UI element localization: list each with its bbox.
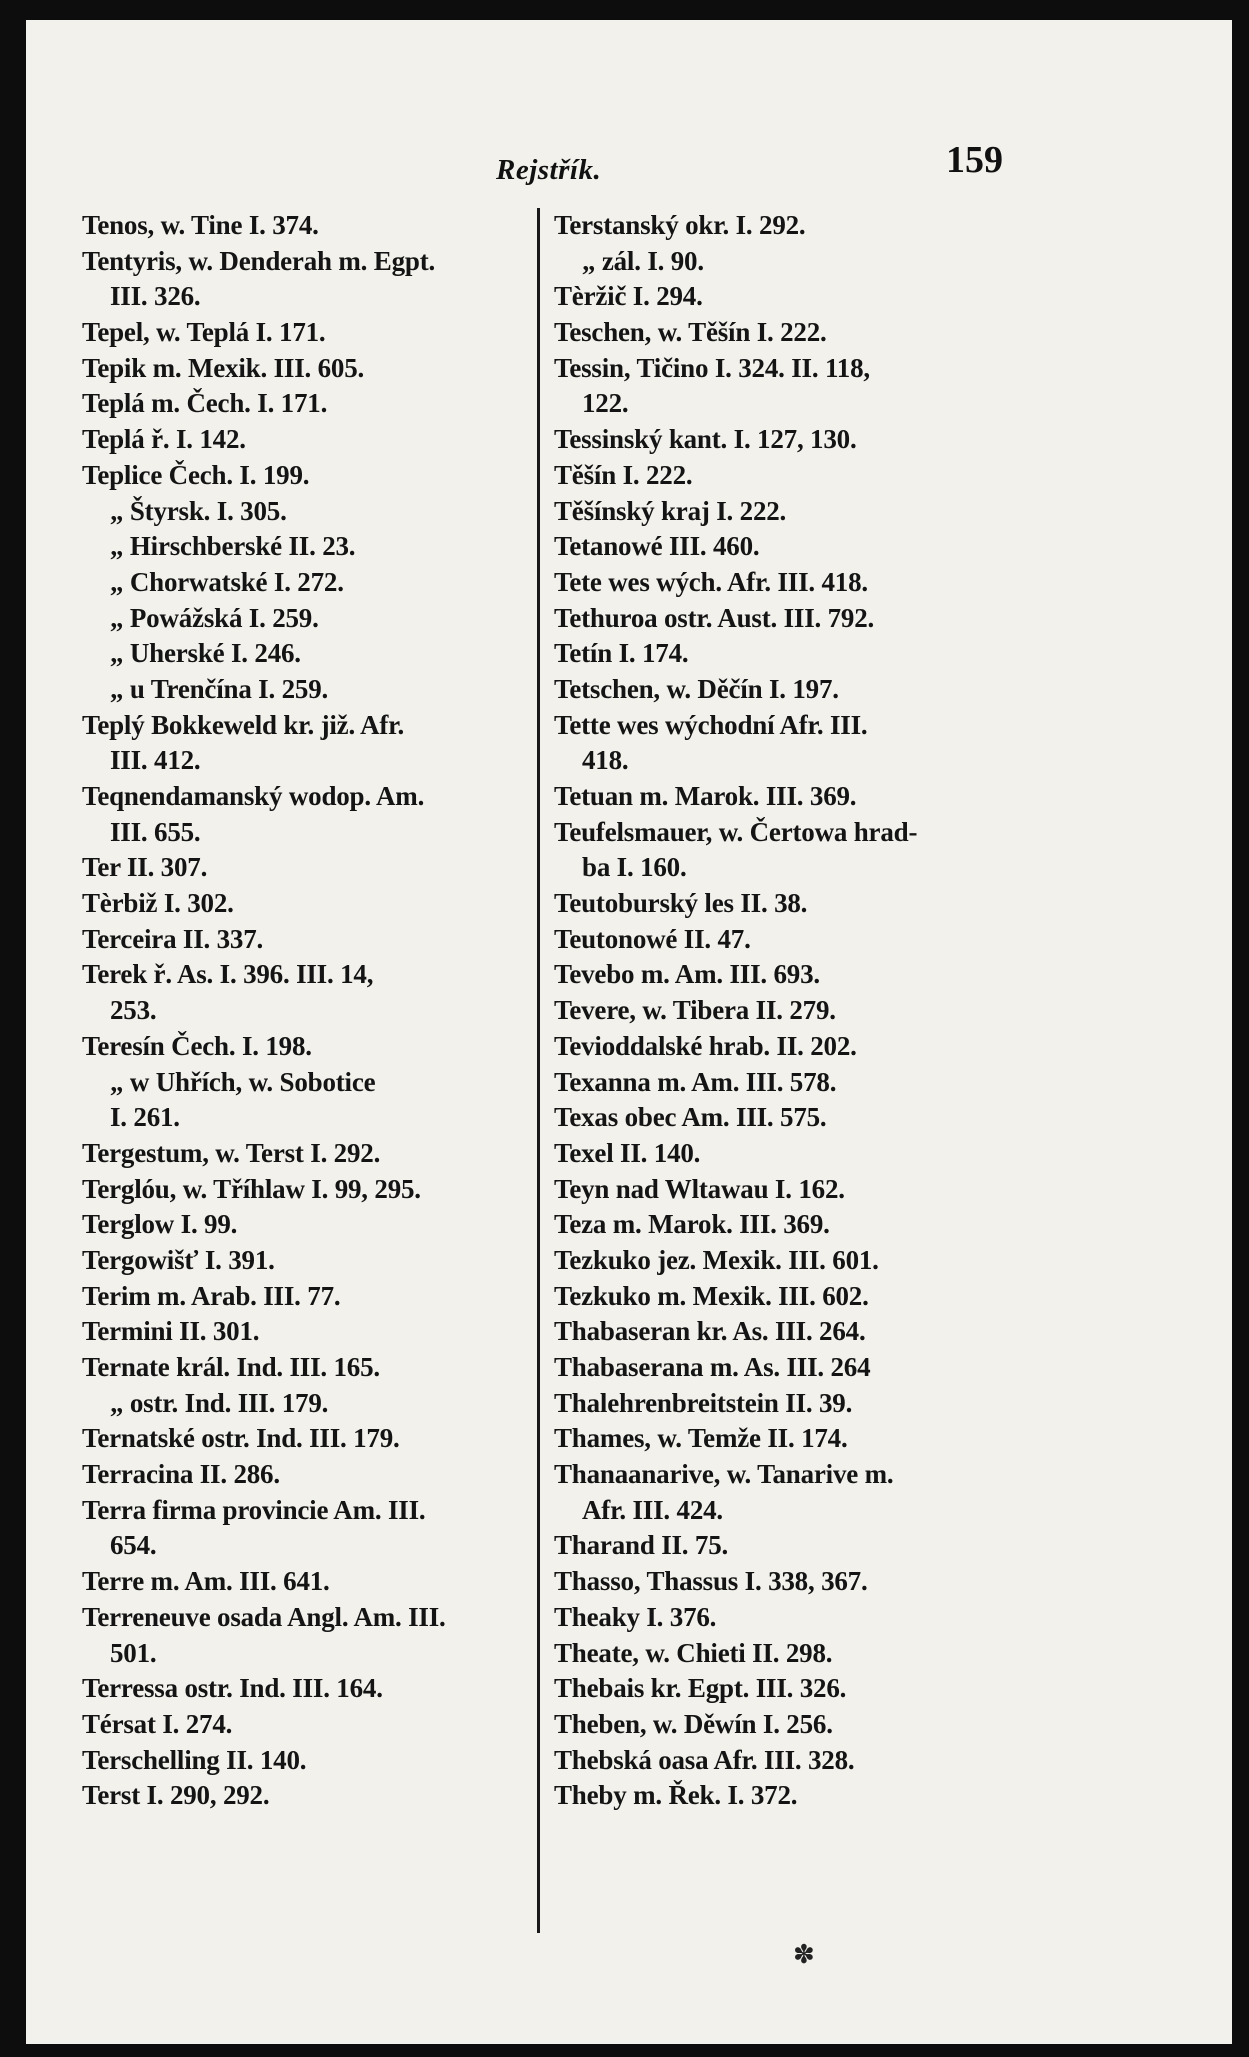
index-entry: Teplý Bokkeweld kr. již. Afr. [82, 709, 405, 740]
index-entry: Térsat I. 274. [82, 1708, 233, 1739]
index-entry: Ter II. 307. [82, 852, 208, 883]
index-entry: Termini II. 301. [82, 1316, 260, 1347]
index-column-left [82, 208, 542, 1814]
index-entry: Texanna m. Am. III. 578. [554, 1066, 837, 1097]
index-entry: Terreneuve osada Angl. Am. III. [82, 1601, 446, 1632]
index-entry: 418. [582, 745, 629, 776]
index-entry: Thabaserana m. As. III. 264 [554, 1352, 871, 1382]
index-entry: „ Hirschberské II. 23. [110, 531, 356, 562]
index-entry: Tezkuko m. Mexik. III. 602. [554, 1280, 869, 1311]
index-entry: Terracina II. 286. [82, 1459, 280, 1490]
index-entry: „ zál. I. 90. [582, 245, 704, 276]
index-entry: Tete wes wých. Afr. III. 418. [554, 566, 868, 597]
index-entry: Teza m. Marok. III. 369. [554, 1209, 830, 1240]
index-entry: Tergestum, w. Terst I. 292. [82, 1137, 381, 1168]
index-entry: Terre m. Am. III. 641. [82, 1566, 330, 1597]
index-entry: Teyn nad Wltawau I. 162. [554, 1173, 845, 1204]
index-entry: Tepik m. Mexik. III. 605. [82, 352, 365, 383]
index-entry: Terceira II. 337. [82, 923, 264, 954]
index-entry: Thames, w. Temže II. 174. [554, 1423, 848, 1454]
index-entry: Tèržič I. 294. [554, 281, 703, 312]
index-entry: Terra firma provincie Am. III. [82, 1494, 426, 1525]
index-entry: Těšín I. 222. [554, 459, 693, 490]
index-entry: Terglow I. 99. [82, 1209, 238, 1240]
index-entry: Teschen, w. Těšín I. 222. [554, 317, 827, 348]
index-entry: Tevere, w. Tibera II. 279. [554, 995, 836, 1026]
index-entry: Teqnendamanský wodop. Am. [82, 781, 425, 811]
index-entry: Teutonowé II. 47. [554, 923, 751, 954]
index-entry: Teplá ř. I. 142. [82, 424, 246, 455]
index-entry: Teplice Čech. I. 199. [82, 459, 310, 490]
index-entry: Terim m. Arab. III. 77. [82, 1280, 341, 1311]
index-entry: Teplá m. Čech. I. 171. [82, 388, 328, 419]
index-entry: Terglóu, w. Tříhlaw I. 99, 295. [82, 1173, 421, 1204]
index-entry: Thalehrenbreitstein II. 39. [554, 1387, 853, 1418]
running-title: Rejstřík. [496, 154, 602, 186]
index-entry: Terst I. 290, 292. [82, 1780, 270, 1811]
index-entry: Tetschen, w. Děčín I. 197. [554, 673, 839, 704]
index-entry: Teresín Čech. I. 198. [82, 1030, 312, 1061]
index-entry: Afr. III. 424. [582, 1494, 723, 1525]
page-number: 159 [946, 139, 1003, 181]
index-entry: Tessinský kant. I. 127, 130. [554, 424, 857, 455]
index-entry: ba I. 160. [582, 852, 687, 883]
book-page [26, 20, 1232, 2044]
index-entry: III. 326. [110, 281, 201, 312]
index-entry: Ternatské ostr. Ind. III. 179. [82, 1423, 400, 1454]
index-entry: Terressa ostr. Ind. III. 164. [82, 1673, 383, 1704]
index-entry: „ ostr. Ind. III. 179. [110, 1387, 329, 1418]
index-entry: Tetanowé III. 460. [554, 531, 760, 562]
index-entry: Thebská oasa Afr. III. 328. [554, 1744, 855, 1775]
index-entry: „ Chorwatské I. 272. [110, 566, 344, 597]
index-entry: Thanaanarive, w. Tanarive m. [554, 1459, 894, 1490]
index-entry: Tepel, w. Teplá I. 171. [82, 317, 326, 348]
index-entry: Tevebo m. Am. III. 693. [554, 959, 820, 990]
index-entry: Texel II. 140. [554, 1137, 701, 1168]
index-entry: Tessin, Tičino I. 324. II. 118, [554, 352, 870, 383]
index-entry: Theate, w. Chieti II. 298. [554, 1637, 833, 1668]
index-entry: Tevioddalské hrab. II. 202. [554, 1030, 857, 1061]
index-entry: Thasso, Thassus I. 338, 367. [554, 1566, 868, 1597]
index-entry: Teufelsmauer, w. Čertowa hrad- [554, 816, 918, 847]
index-entry: Texas obec Am. III. 575. [554, 1102, 827, 1133]
index-entry: III. 655. [110, 816, 201, 847]
index-entry: Terstanský okr. I. 292. [554, 210, 806, 240]
index-entry: „ u Trenčína I. 259. [110, 673, 329, 704]
index-entry: Tharand II. 75. [554, 1530, 729, 1561]
index-entry: Těšínský kraj I. 222. [554, 495, 787, 526]
page-header [26, 130, 1232, 190]
index-entry: Tetuan m. Marok. III. 369. [554, 781, 857, 811]
index-entry: Ternate král. Ind. III. 165. [82, 1352, 380, 1382]
index-entry: 501. [110, 1637, 157, 1668]
index-entry: Tenos, w. Tine I. 374. [82, 210, 319, 240]
index-entry: Tethuroa ostr. Aust. III. 792. [554, 602, 875, 633]
index-entry: 654. [110, 1530, 157, 1561]
index-entry: Tezkuko jez. Mexik. III. 601. [554, 1244, 879, 1275]
index-entry: 122. [582, 388, 629, 419]
signature-mark: ✽ [793, 1940, 815, 1969]
index-entry: III. 412. [110, 745, 201, 776]
index-entry: „ Powážská I. 259. [110, 602, 319, 633]
index-entry: Theben, w. Děwín I. 256. [554, 1708, 833, 1739]
index-entry: „ Uherské I. 246. [110, 638, 301, 669]
index-entry: Theaky I. 376. [554, 1601, 717, 1632]
index-entry: 253. [110, 995, 157, 1026]
index-entry: I. 261. [110, 1102, 180, 1133]
index-entry: Terek ř. As. I. 396. III. 14, [82, 959, 374, 990]
index-entry: Tèrbiž I. 302. [82, 888, 234, 919]
index-entry: Theby m. Řek. I. 372. [554, 1780, 798, 1811]
index-column-right [554, 208, 1074, 1814]
index-entry: Teutoburský les II. 38. [554, 888, 808, 919]
index-entry: Terschelling II. 140. [82, 1744, 307, 1775]
index-entry: Tetín I. 174. [554, 638, 689, 669]
index-entry: Thabaseran kr. As. III. 264. [554, 1316, 866, 1347]
index-entry: Tergowišť I. 391. [82, 1244, 275, 1275]
index-entry: „ Štyrsk. I. 305. [110, 495, 287, 526]
index-entry: Thebais kr. Egpt. III. 326. [554, 1673, 847, 1704]
index-entry: Tentyris, w. Denderah m. Egpt. [82, 245, 436, 276]
index-entry: Tette wes wýchodní Afr. III. [554, 709, 868, 740]
column-divider [537, 208, 540, 1933]
index-entry: „ w Uhřích, w. Sobotice [110, 1066, 376, 1097]
